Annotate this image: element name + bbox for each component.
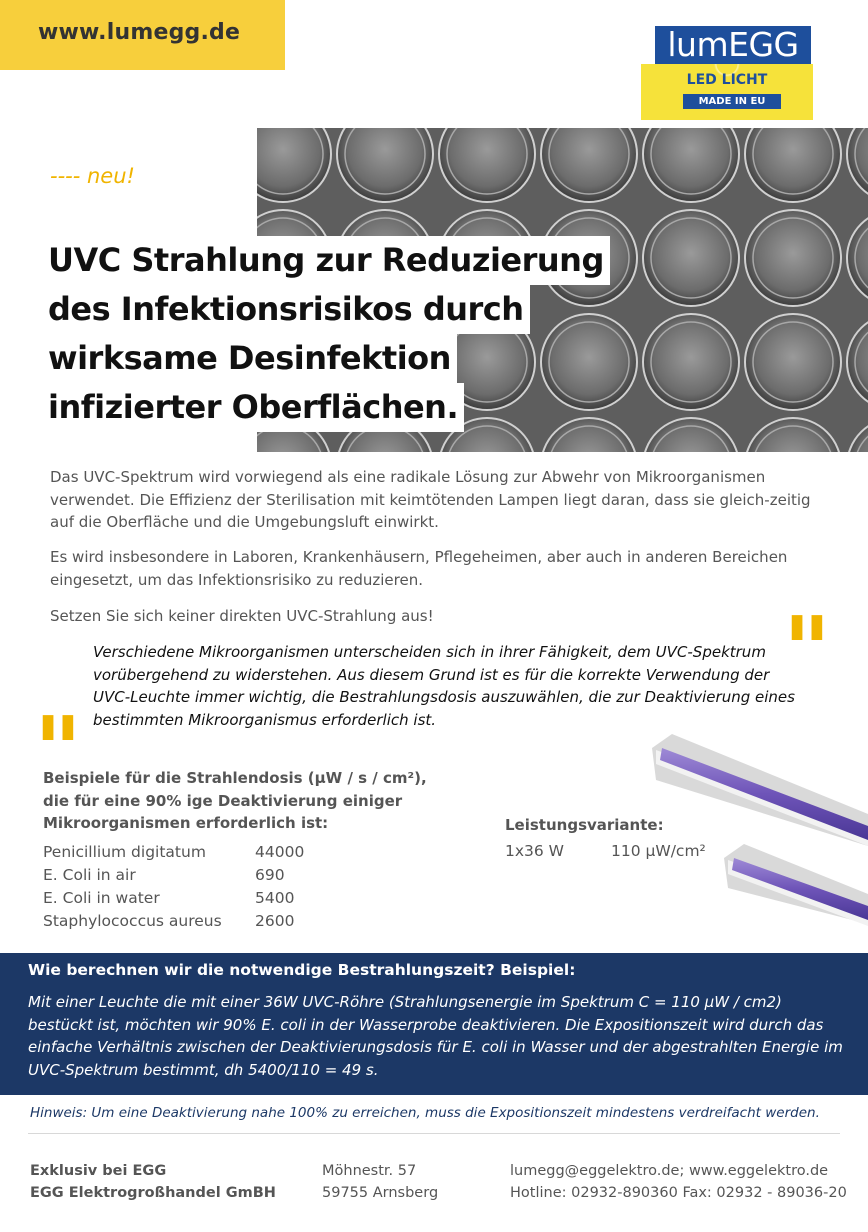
performance-irradiance: 110 µW/cm² — [611, 842, 706, 860]
website-url[interactable]: www.lumegg.de — [38, 20, 241, 45]
usage-paragraph: Es wird insbesondere in Laboren, Krankenhäusern, Pflegeheimen, aber auch in anderen Bereichen eingesetzt, um das Infektionsrisiko zu reduzieren. — [50, 548, 788, 589]
organism-name: Staphylococcus aureus — [43, 912, 222, 930]
headline-line: des Infektionsrisikos durch — [48, 285, 610, 334]
performance-variant: 1x36 W — [505, 842, 565, 860]
performance-heading: Leistungsvariante: — [505, 816, 664, 834]
footer-company-line2: EGG Elektrogroßhandel GmBH — [30, 1185, 276, 1201]
logo-brand: lumEGG — [655, 26, 811, 64]
footer-street: Möhnestr. 57 — [322, 1163, 417, 1179]
petri-well — [643, 210, 739, 306]
organism-name: Penicillium digitatum — [43, 843, 206, 861]
banner-title: Wie berechnen wir die notwendige Bestrahlungszeit? Beispiel: — [28, 961, 576, 979]
footer-company-line1: Exklusiv bei EGG — [30, 1163, 167, 1179]
petri-well — [745, 314, 841, 410]
table-row — [43, 889, 363, 912]
table-row — [43, 866, 363, 889]
petri-well — [643, 314, 739, 410]
uvc-lamp-graphic — [640, 728, 868, 928]
organism-name: E. Coli in air — [43, 866, 136, 884]
headline-line: UVC Strahlung zur Reduzierung — [48, 236, 610, 285]
petri-well — [745, 210, 841, 306]
examples-table — [43, 843, 363, 935]
banner-text: Mit einer Leuchte die mit einer 36W UVC-Röhre (Strahlungsenergie im Spektrum C = 110 µW / cm2) bestückt ist, möchten wir 90% E. coli in der Wasserprobe deaktivieren. Die Expositionszeit wird durch das einfache Verhältnis zwischen der Deaktivierungsdosis für E. coli in Wasser und der abgestrahlten Energie im UVC-Spektrum bestimmt, dh 5400/110 = 49 s. — [28, 993, 843, 1079]
quote-open-icon: " — [783, 596, 831, 704]
logo-made-in-eu: MADE IN EU — [683, 94, 781, 109]
logo-led-text: LED LICHT — [686, 72, 768, 88]
table-row — [43, 843, 363, 866]
lumegg-logo — [641, 20, 813, 120]
footer-web-link[interactable]: lumegg@eggelektro.de; www.eggelektro.de — [510, 1163, 829, 1179]
calculation-banner — [0, 953, 868, 1095]
warning-paragraph: Setzen Sie sich keiner direkten UVC-Strahlung aus! — [50, 607, 434, 625]
footer-phone: Hotline: 02932-890360 Fax: 02932 - 89036-20 — [510, 1185, 847, 1201]
dose-value: 690 — [255, 866, 285, 884]
examples-heading: Beispiele für die Strahlendosis (µW / s / cm²), die für eine 90% ige Deaktivierung einiger Mikroorganismen erforderlich ist: — [43, 769, 427, 832]
divider — [28, 1133, 840, 1134]
footer-address — [322, 1160, 438, 1204]
footer-city: 59755 Arnsberg — [322, 1185, 439, 1201]
quote-text: Verschiedene Mikroorganismen unterscheiden sich in ihrer Fähigkeit, dem UVC-Spektrum vorübergehend zu widerstehen. Aus diesem Grund ist es für die korrekte Verwendung der UVC-Leuchte immer wichtig, die Bestrahlungsdosis auszuwählen, die zur Deaktivierung eines bestimmten Mikroorganismus erforderlich ist. — [93, 643, 795, 729]
intro-paragraph: Das UVC-Spektrum wird vorwiegend als eine radikale Lösung zur Abwehr von Mikroorganismen verwendet. Die Effizienz der Sterilisation mit keimtötenden Lampen liegt daran, dass sie gleich-zeitig auf die Oberfläche und die Umgebungsluft einwirkt. — [50, 468, 811, 531]
footer-company — [30, 1160, 276, 1204]
footer-contact — [510, 1160, 847, 1204]
dose-value: 5400 — [255, 889, 295, 907]
table-row — [43, 912, 363, 935]
uvc-lamp-image — [640, 728, 868, 928]
new-tag: ---- neu! — [50, 164, 135, 188]
headline — [48, 236, 610, 432]
quote-close-icon: " — [34, 696, 82, 804]
headline-line: infizierter Oberflächen. — [48, 383, 610, 432]
dose-value: 44000 — [255, 843, 305, 861]
logo-band — [641, 64, 813, 120]
dose-value: 2600 — [255, 912, 295, 930]
organism-name: E. Coli in water — [43, 889, 160, 907]
hint-text: Hinweis: Um eine Deaktivierung nahe 100% zu erreichen, muss die Expositionszeit mindestens verdreifacht werden. — [30, 1105, 820, 1121]
headline-line: wirksame Desinfektion — [48, 334, 610, 383]
